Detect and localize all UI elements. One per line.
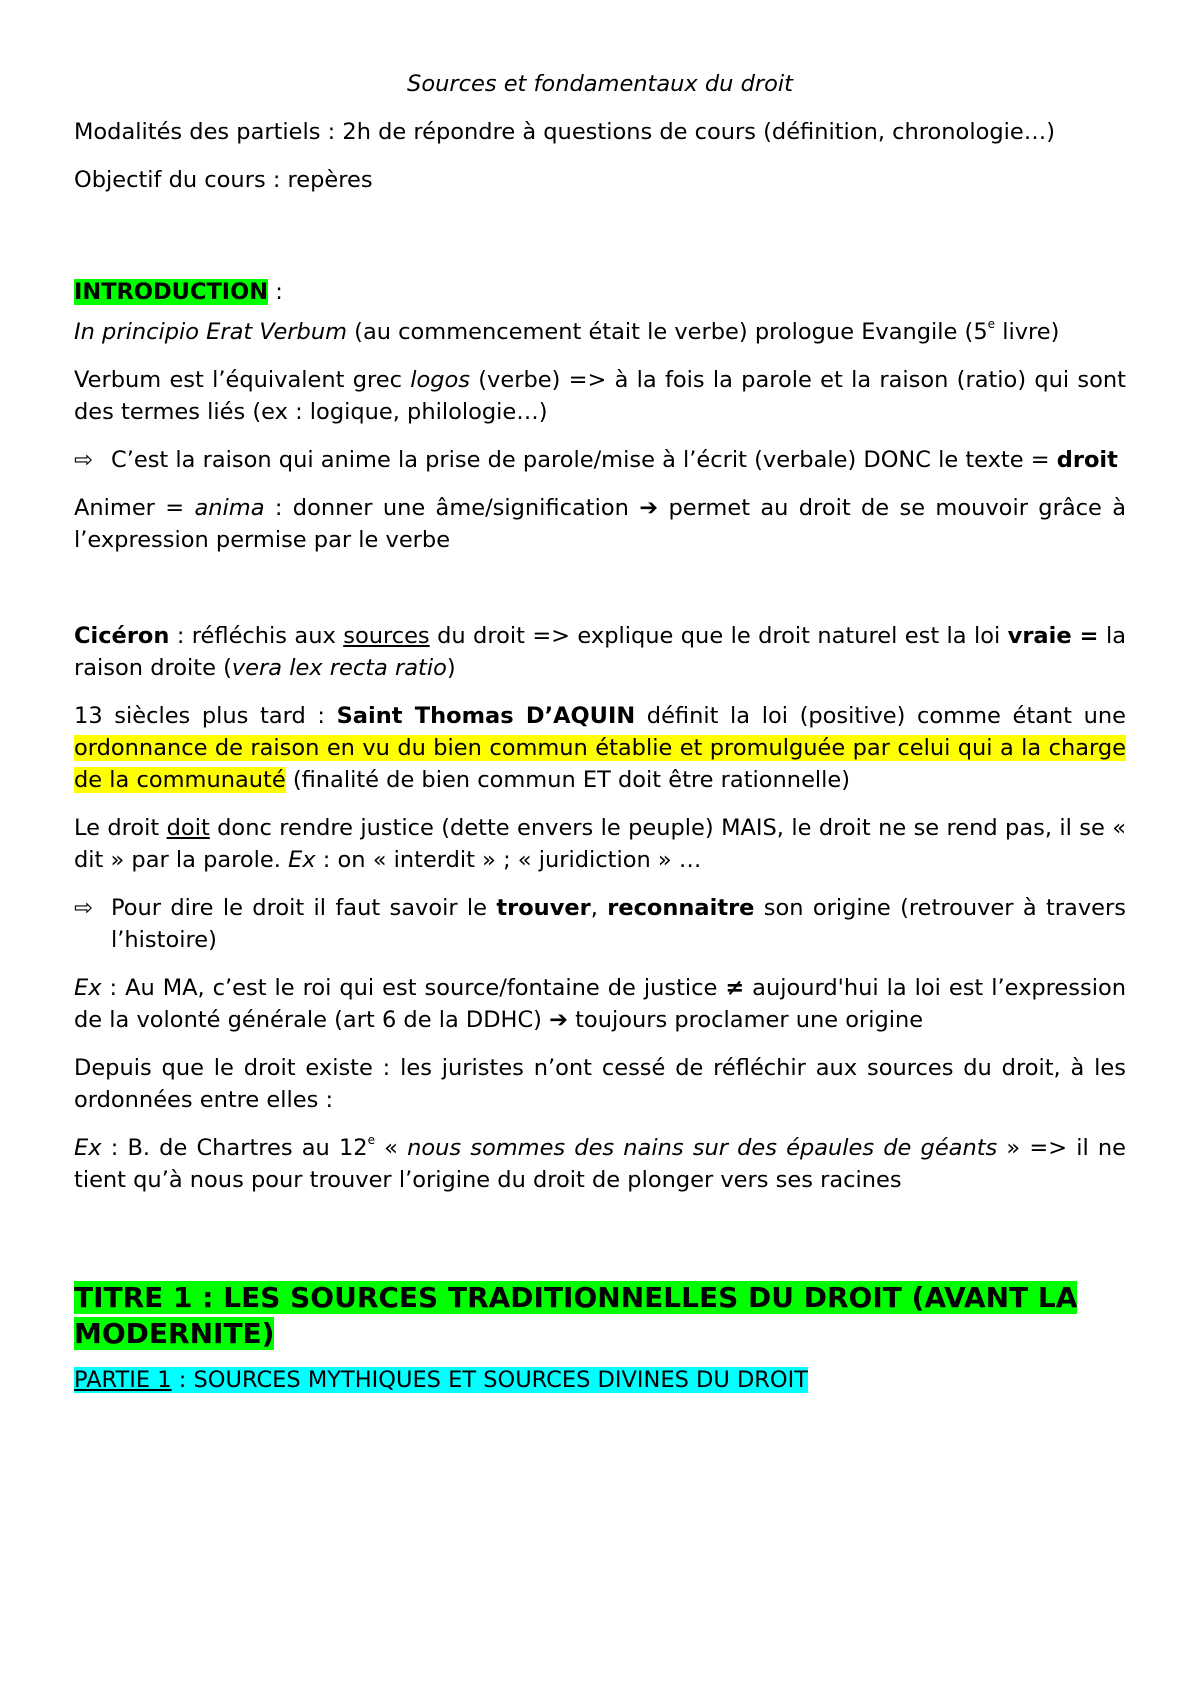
trouver-word: trouver <box>496 895 591 921</box>
text-segment: Animer = <box>74 495 195 521</box>
bullet-raison <box>74 444 1126 476</box>
arrow-bullet-icon: ⇨ <box>74 895 93 921</box>
right-arrow-icon: ➔ <box>549 1007 568 1033</box>
latin-phrase: In principio Erat Verbum <box>74 319 348 345</box>
latin-phrase: vera lex recta ratio <box>231 655 447 681</box>
text-segment: définit la loi (positive) comme étant une <box>635 703 1126 729</box>
ex-label: Ex <box>74 975 102 1001</box>
ex-label: Ex <box>74 1135 102 1161</box>
saint-thomas-name: Saint Thomas D’AQUIN <box>336 703 636 729</box>
partie-1-title: : SOURCES MYTHIQUES ET SOURCES DIVINES DU DROIT <box>171 1367 809 1393</box>
bullet-dire-le-droit <box>74 892 1126 956</box>
text-segment: ) <box>446 655 456 681</box>
text-segment: du droit => explique que le droit naturel est la loi <box>429 623 1008 649</box>
text-segment: : Au MA, c’est le roi qui est source/fontaine de justice <box>101 975 726 1001</box>
text-segment: (verbe) => à la fois la parole et la raison (ratio) qui sont des termes liés (ex : logique, philologie…) <box>74 367 1126 425</box>
text-segment: toujours proclamer une origine <box>567 1007 924 1033</box>
paragraph-moyen-age <box>74 972 1126 1036</box>
partie-1-block <box>74 1367 808 1393</box>
text-segment: livre) <box>995 319 1060 345</box>
text-segment: la raison droite ( <box>74 623 1126 681</box>
document-title: Sources et fondamentaux du droit <box>407 71 793 97</box>
text-segment: « <box>375 1135 408 1161</box>
paragraph-ciceron <box>74 620 1126 684</box>
text-segment: : B. de Chartres au 12 <box>101 1135 368 1161</box>
vraie-word: vraie = <box>1007 623 1099 649</box>
text-segment: donc rendre justice (dette envers le peuple) MAIS, le droit ne se rend pas, il se « dit » par la parole. <box>74 815 1126 873</box>
paragraph-verbum <box>74 364 1126 428</box>
text-segment: Pour dire le droit il faut savoir le <box>111 895 497 921</box>
paragraph-chartres <box>74 1132 1126 1196</box>
not-equal-symbol: ≠ <box>725 975 745 1001</box>
doit-word: doit <box>166 815 210 841</box>
partie-1-heading <box>74 1364 1126 1396</box>
text-segment: permet au droit de se mouvoir grâce à l’expression permise par le verbe <box>74 495 1126 553</box>
text-segment: : donner une âme/signification <box>264 495 640 521</box>
paragraph-animer <box>74 492 1126 556</box>
text-segment: son origine (retrouver à travers l’histoire) <box>111 895 1126 953</box>
modalites-line: Modalités des partiels : 2h de répondre à questions de cours (définition, chronologie…) <box>74 119 1055 145</box>
titre-1-heading <box>74 1280 1126 1352</box>
text-segment: (finalité de bien commun ET doit être rationnelle) <box>285 767 851 793</box>
text-segment: 13 siècles plus tard : <box>74 703 337 729</box>
text-segment: Le droit <box>74 815 167 841</box>
partie-1-label: PARTIE 1 <box>74 1367 172 1393</box>
superscript: e <box>987 317 996 331</box>
superscript: e <box>367 1133 375 1147</box>
text-segment: : réfléchis aux <box>169 623 344 649</box>
text-segment: (au commencement était le verbe) prologue Evangile (5 <box>347 319 988 345</box>
anima-word: anima <box>194 495 265 521</box>
logos-word: logos <box>410 367 471 393</box>
paragraph-saint-thomas <box>74 700 1126 796</box>
reconnaitre-word: reconnaitre <box>607 895 755 921</box>
paragraph-in-principio <box>74 316 1126 348</box>
right-arrow-icon: ➔ <box>639 495 659 521</box>
paragraph-droit-doit <box>74 812 1126 876</box>
highlighted-definition: ordonnance de raison en vu du bien commun établie et promulguée par celui qui a la charge de la communauté <box>74 735 1126 793</box>
sources-word: sources <box>343 623 430 649</box>
intro-heading-suffix: : <box>268 279 283 305</box>
paragraph-depuis: Depuis que le droit existe : les juristes n’ont cessé de réfléchir aux sources du droit, à les ordonnées entre elles : <box>74 1055 1126 1113</box>
text-segment: : on « interdit » ; « juridiction » … <box>315 847 702 873</box>
text-segment: » => il ne tient qu’à nous pour trouver l’origine du droit de plonger vers ses racines <box>74 1135 1126 1193</box>
droit-word: droit <box>1056 447 1118 473</box>
text-segment: C’est la raison qui anime la prise de parole/mise à l’écrit (verbale) DONC le texte = <box>111 447 1057 473</box>
quote-text: nous sommes des nains sur des épaules de géants <box>407 1135 998 1161</box>
titre-1-text: TITRE 1 : LES SOURCES TRADITIONNELLES DU DROIT (AVANT LA MODERNITE) <box>74 1281 1078 1350</box>
text-segment: aujourd'hui la loi est l’expression de la volonté générale (art 6 de la DDHC) <box>74 975 1126 1033</box>
text-segment: , <box>590 895 608 921</box>
intro-heading: INTRODUCTION <box>74 279 269 305</box>
ex-label: Ex <box>288 847 316 873</box>
objectif-line: Objectif du cours : repères <box>74 167 373 193</box>
ciceron-name: Cicéron <box>74 623 170 649</box>
intro-heading-line <box>74 276 1126 308</box>
text-segment: Verbum est l’équivalent grec <box>74 367 411 393</box>
arrow-bullet-icon: ⇨ <box>74 447 93 473</box>
